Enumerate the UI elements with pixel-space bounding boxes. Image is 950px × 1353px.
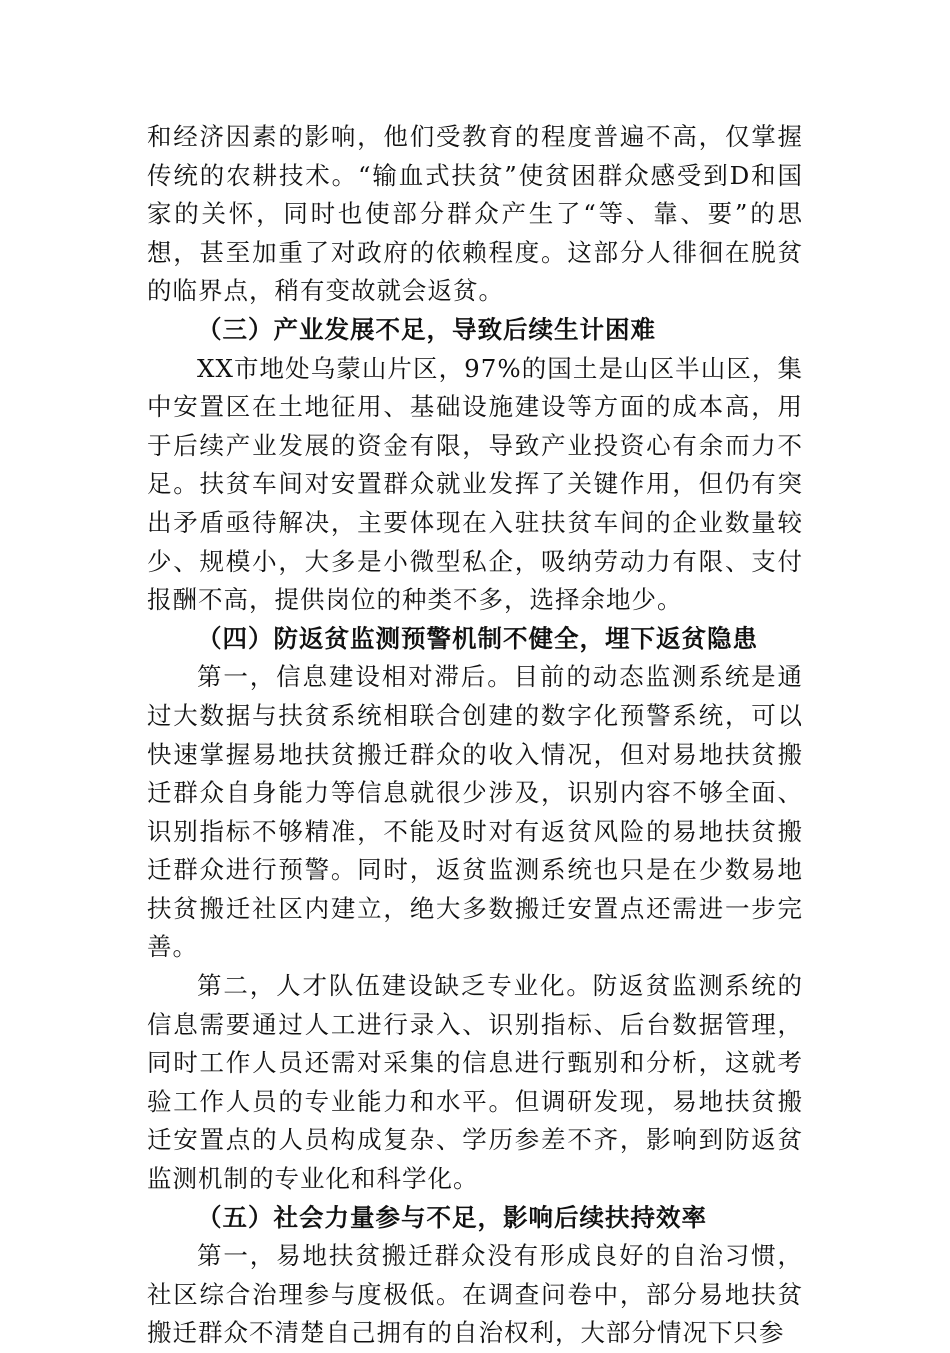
paragraph-self-governance: 第一，易地扶贫搬迁群众没有形成良好的自治习惯，社区综合治理参与度极低。在调查问卷中，部分易地扶贫搬迁群众不清楚自己拥有的自治权利，大部分情况下只参 [147, 1241, 803, 1348]
section-heading-3: （三）产业发展不足，导致后续生计困难 [197, 314, 656, 344]
paragraph-talent: 第二，人才队伍建设缺乏专业化。防返贫监测系统的信息需要通过人工进行录入、识别指标、后台数据管理，同时工作人员还需对采集的信息进行甄别和分析，这就考验工作人员的专业能力和水平。但调研发现，易地扶贫搬迁安置点的人员构成复杂、学历参差不齐，影响到防返贫监测机制的专业化和科学化。 [147, 971, 803, 1194]
document-body [147, 118, 803, 1353]
paragraph-industry: XX市地处乌蒙山片区，97%的国土是山区半山区，集中安置区在土地征用、基础设施建设等方面的成本高，用于后续产业发展的资金有限，导致产业投资心有余而力不足。扶贫车间对安置群众就业发挥了关键作用，但仍有突出矛盾亟待解决，主要体现在入驻扶贫车间的企业数量较少、规模小，大多是小微型私企，吸纳劳动力有限、支付报酬不高，提供岗位的种类不多，选择余地少。 [147, 353, 803, 615]
paragraph-continued: 和经济因素的影响，他们受教育的程度普遍不高，仅掌握传统的农耕技术。“输血式扶贫”使贫困群众感受到D和国家的关怀，同时也使部分群众产生了“等、靠、要”的思想，甚至加重了对政府的依赖程度。这部分人徘徊在脱贫的临界点，稍有变故就会返贫。 [147, 122, 803, 306]
section-heading-4: （四）防返贫监测预警机制不健全，埋下返贫隐患 [197, 623, 758, 653]
section-heading-5: （五）社会力量参与不足，影响后续扶持效率 [197, 1202, 707, 1232]
paragraph-info-system: 第一，信息建设相对滞后。目前的动态监测系统是通过大数据与扶贫系统相联合创建的数字化预警系统，可以快速掌握易地扶贫搬迁群众的收入情况，但对易地扶贫搬迁群众自身能力等信息就很少涉及，识别内容不够全面、识别指标不够精准，不能及时对有返贫风险的易地扶贫搬迁群众进行预警。同时，返贫监测系统也只是在少数易地扶贫搬迁社区内建立，绝大多数搬迁安置点还需进一步完善。 [147, 662, 803, 962]
